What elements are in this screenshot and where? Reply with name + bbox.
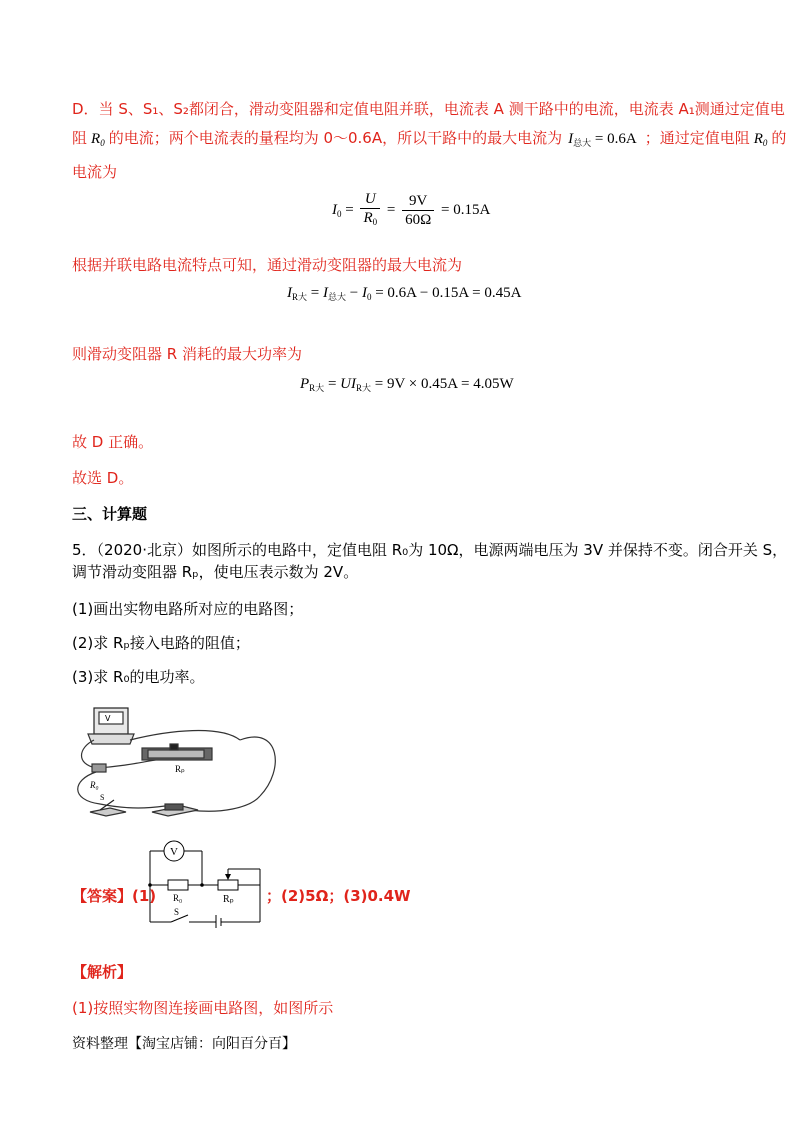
- r0-symbol: $R_0$: [91, 131, 105, 148]
- r0-symbol-2: $R_0$: [753, 131, 768, 148]
- paragraph-parallel: 根据并联电路电流特点可知，通过滑动变阻器的最大电流为: [72, 256, 463, 274]
- part-d-line3: 电流为: [72, 163, 118, 181]
- photo-r0-label: R₀: [90, 780, 99, 790]
- equation-pr-max: $P_{R大} = UI_{R大} = 9V \times 0.45A = 4.05W$: [300, 376, 514, 393]
- circuit-r0-label: R₀: [173, 893, 183, 903]
- d-correct: 故 D 正确。: [72, 433, 154, 451]
- part-d-line1: D．当 S、S₁、S₂都闭合，滑动变阻器和定值电阻并联，电流表 A 测干路中的电流，电流表 A₁测通过定值电: [72, 100, 785, 118]
- choice-d: 故选 D。: [72, 469, 134, 487]
- circuit-v-label: V: [170, 846, 178, 858]
- analysis-title: 【解析】: [72, 963, 133, 981]
- photo-v-label: V: [105, 714, 111, 723]
- slider-arrow-icon: [225, 874, 231, 880]
- q5-line2: 调节滑动变阻器 Rₚ，使电压表示数为 2V。: [72, 563, 359, 581]
- physical-circuit-photo: [70, 700, 290, 825]
- answer-suffix: ；(2)5Ω；(3)0.4W: [266, 887, 411, 905]
- i-total-symbol: $I_{总大} = 0.6A$: [568, 131, 637, 148]
- part-d-line2-d: 的: [771, 129, 787, 147]
- analysis-step1: (1)按照实物图连接画电路图，如图所示: [72, 999, 334, 1017]
- section-heading: 三、计算题: [72, 505, 148, 523]
- photo-rp-label: Rₚ: [175, 764, 185, 774]
- answer-prefix: 【答案】(1): [72, 887, 157, 905]
- q5-line1: 5．（2020·北京）如图所示的电路中，定值电阻 R₀为 10Ω，电源两端电压为 3V 并保持不变。闭合开关 S，: [72, 541, 788, 559]
- q5-sub1: (1)画出实物电路所对应的电路图；: [72, 600, 304, 618]
- circuit-s-label: S: [174, 907, 180, 917]
- answer-circuit-diagram: [144, 838, 266, 928]
- paragraph-power: 则滑动变阻器 R 消耗的最大功率为: [72, 345, 302, 363]
- fraction-u-r0: $\frac{U}{R_0}$: [360, 190, 380, 231]
- part-d-line2-b: 的电流；两个电流表的量程均为 0～0.6A，所以干路中的最大电流为: [108, 129, 563, 147]
- fraction-9v-60ohm: $\frac{9V}{60\Omega}$: [402, 192, 434, 229]
- equation-i0: $I_0$ = $\frac{U}{R_0}$ = $\frac{9V}{60\Omega}$ = 0.15A: [332, 190, 490, 231]
- part-d-line2-a: 阻: [72, 129, 88, 147]
- q5-sub3: (3)求 R₀的电功率。: [72, 668, 205, 686]
- photo-s-label: S: [100, 793, 105, 802]
- footer-source: 资料整理【淘宝店铺：向阳百分百】: [72, 1036, 296, 1052]
- q5-sub2: (2)求 Rₚ接入电路的阻值；: [72, 634, 250, 652]
- part-d-line2-c: ；通过定值电阻: [644, 129, 750, 147]
- circuit-rp-label: Rₚ: [223, 894, 234, 905]
- equation-ir-max: $I_{R大} = I_{总大} - I_0 = 0.6A - 0.15A = 0.45A$: [287, 285, 522, 302]
- part-d-line2: [72, 127, 786, 154]
